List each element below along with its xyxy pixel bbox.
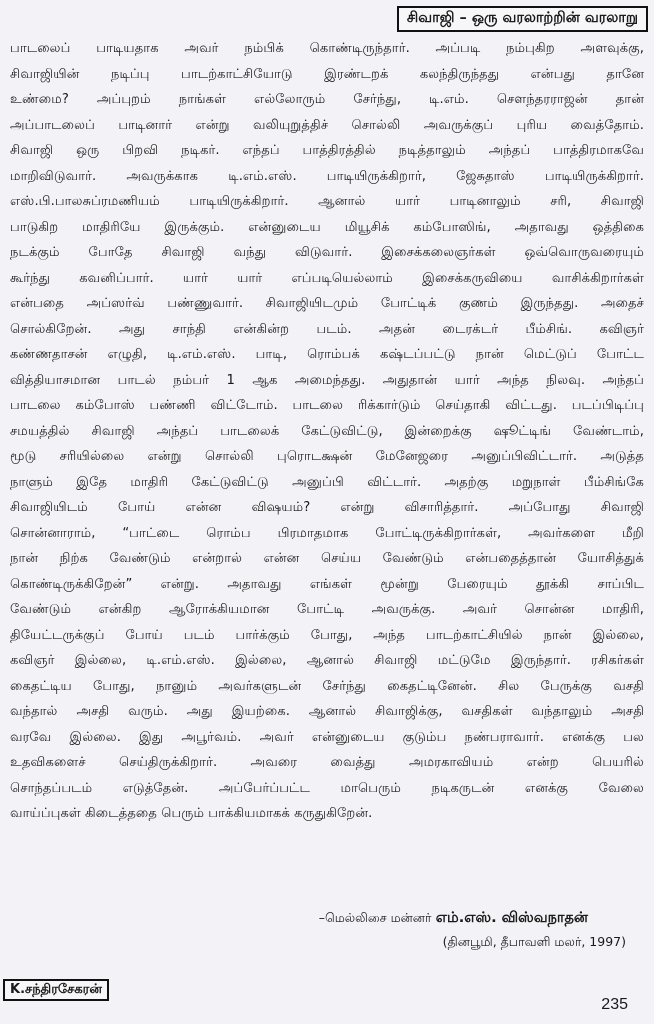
running-header-title: சிவாஜி – ஒரு வரலாற்றின் வரலாறு <box>406 10 638 26</box>
text-line: சிவாஜியிடம் போய் என்ன விஷயம்? என்று விசாரித்தார். அப்போது சிவாஜி <box>10 500 644 515</box>
author-name: K.சந்திரசேகரன் <box>10 982 102 997</box>
text-line: என்பதை அப்ஸர்வ் பண்ணுவார். சிவாஜியிடமும் போட்டிக் குணம் இருந்தது. அதைச் <box>10 296 644 311</box>
text-line: உதவிகளைச் செய்திருக்கிறார். அவரை வைத்து அமரகாவியம் என்ற பெயரில் <box>10 755 644 770</box>
text-line: நான் நிற்க வேண்டும் என்றால் என்ன செய்ய வேண்டும் என்பதைத்தான் யோசித்துக் <box>10 551 644 566</box>
page-number: 235 <box>601 996 628 1013</box>
text-line: மூடு சரியில்லை என்று சொல்லி புரொடக்ஷன் மேனேஜரை அனுப்பிவிட்டார். அடுத்த <box>10 449 644 464</box>
text-line: நடக்கும் போதே சிவாஜி வந்து விடுவார். இசைக்கலைஞர்கள் ஒவ்வொருவரையும் <box>10 245 644 260</box>
text-line: உண்மை? அப்புறம் நாங்கள் எல்லோரும் சேர்ந்து, டி.எம். சௌந்தரராஜன் தான் <box>10 92 644 107</box>
text-line: வாய்ப்புகள் கிடைத்ததை பெரும் பாக்கியமாகக் கருதுகிறேன். <box>10 806 373 821</box>
text-line: மாறிவிடுவார். அவருக்காக டி.எம்.எஸ். பாடியிருக்கிறார், ஜேசுதாஸ் பாடியிருக்கிறார். <box>10 168 644 184</box>
text-line: தியேட்டருக்குப் போய் படம் பார்க்கும் போது, அந்த பாடற்காட்சியில் நான் இல்லை, <box>10 627 644 643</box>
text-line: கைதட்டிய போது, நானும் அவர்களுடன் சேர்ந்து கைதட்டினேன். சில பேருக்கு வசதி <box>10 678 644 694</box>
text-line: அப்பாடலைப் பாடினார் என்று வலியுறுத்திச் சொல்லி அவருக்குப் புரிய வைத்தோம். <box>10 117 644 133</box>
text-line: சிவாஜி ஒரு பிறவி நடிகர். எந்தப் பாத்திரத்தில் நடித்தாலும் அந்தப் பாத்திரமாகவே <box>10 143 644 158</box>
quote-source: (தினபூமி, தீபாவளி மலர், 1997) <box>442 934 626 949</box>
text-line: பாடலை கம்போஸ் பண்ணி விட்டோம். பாடலை ரிக்கார்டும் செய்தாகி விட்டது. படப்பிடிப்பு <box>10 398 644 413</box>
text-line: வித்தியாசமான பாடல் நம்பர் 1 ஆக அமைந்தது. அதுதான் யார் அந்த நிலவு. அந்தப் <box>10 372 644 388</box>
page-body-text <box>10 36 644 827</box>
text-line: சொல்கிறேன். அது சாந்தி என்கின்ற படம். அதன் டைரக்டர் பீம்சிங். கவிஞர் <box>10 321 644 337</box>
text-line: கண்ணதாசன் எழுதி, டி.எம்.எஸ். பாடி, ரொம்பக் கஷ்டப்பட்டு நான் மெட்டுப் போட்ட <box>10 347 644 362</box>
author-footer-box <box>3 979 109 1001</box>
attribution-role: –மெல்லிசை மன்னர் <box>318 910 432 925</box>
running-header <box>397 6 648 32</box>
text-line: கூர்ந்து கவனிப்பார். யார் யார் எப்படியெல்லாம் இசைக்கருவியை வாசிக்கிறார்கள் <box>10 270 644 286</box>
attribution-name: எம்.எஸ். விஸ்வநாதன் <box>435 910 588 926</box>
text-line: சொன்னாராம், “பாட்டை ரொம்ப பிரமாதமாக போட்டிருக்கிறார்கள், அவர்களை மீறி <box>10 525 644 541</box>
text-line: பாடலைப் பாடியதாக அவர் நம்பிக் கொண்டிருந்தார். அப்படி நம்புகிற அளவுக்கு, <box>10 41 644 56</box>
text-line: வேண்டும் என்கிற ஆரோக்கியமான போட்டி அவருக்கு. அவர் சொன்ன மாதிரி, <box>10 602 644 617</box>
text-line: கொண்டிருக்கிறேன்” என்று. அதாவது எங்கள் மூன்று பேரையும் தூக்கி சாப்பிட <box>10 576 644 592</box>
text-line: சமயத்தில் சிவாஜி அந்தப் பாடலைக் கேட்டுவிட்டு, இன்றைக்கு ஷூட்டிங் வேண்டாம், <box>10 423 644 439</box>
text-line: வரவே இல்லை. இது அபூர்வம். அவர் என்னுடைய குடும்ப நண்பராவார். எனக்கு பல <box>10 729 644 745</box>
text-line: சொந்தப்படம் எடுத்தேன். அப்பேர்ப்பட்ட மாபெரும் நடிகருடன் எனக்கு வேலை <box>10 780 644 796</box>
text-line: வந்தால் அசதி வரும். அது இயற்கை. ஆனால் சிவாஜிக்கு, வசதிகள் வந்தாலும் அசதி <box>10 704 644 719</box>
text-line: எஸ்.பி.பாலசுப்ரமணியம் பாடியிருக்கிறார். ஆனால் யார் பாடினாலும் சரி, சிவாஜி <box>10 194 644 209</box>
text-line: கவிஞர் இல்லை, டி.எம்.எஸ். இல்லை, ஆனால் சிவாஜி மட்டுமே இருந்தார். ரசிகர்கள் <box>10 653 644 668</box>
quote-attribution <box>319 910 588 928</box>
text-line: சிவாஜியின் நடிப்பு பாடற்காட்சியோடு இரண்டறக் கலந்திருந்தது என்பது தானே <box>10 66 644 82</box>
text-line: பாடுகிற மாதிரியே இருக்கும். என்னுடைய மியூசிக் கம்போஸிங், அதாவது ஒத்திகை <box>10 219 644 235</box>
text-line: நாளும் இதே மாதிரி கேட்டுவிட்டு அனுப்பி விட்டார். அதற்கு மறுநாள் பீம்சிங்கே <box>10 474 644 490</box>
